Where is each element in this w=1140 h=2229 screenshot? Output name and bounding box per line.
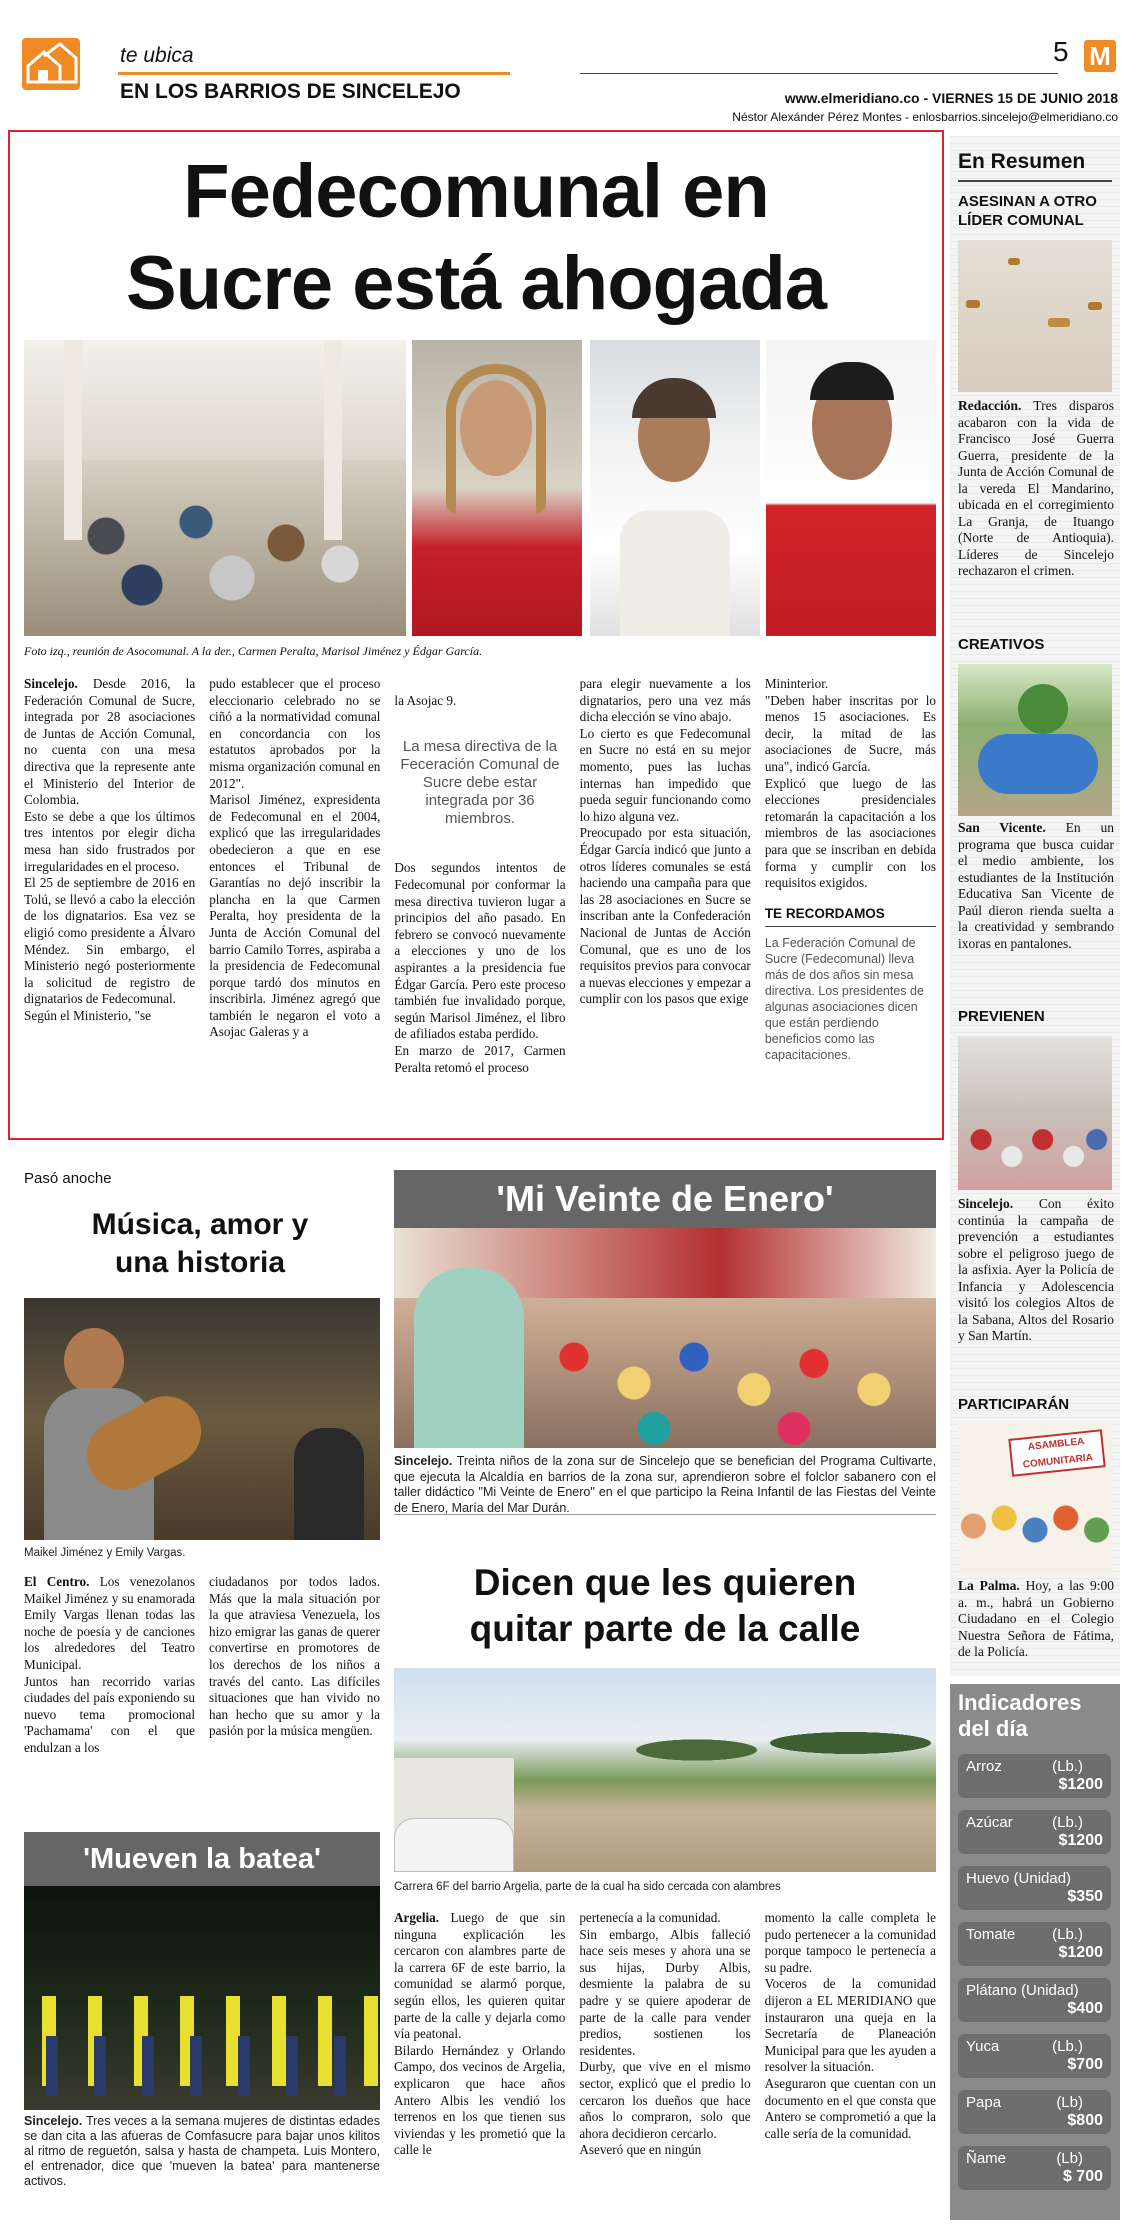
calle-col-1-text: Luego de que sin ninguna explicación les cercaron con alambres parte de la carrera 6F de este barrio, la comunidad se alarmó porque, según ellos, les quieren quitar parte de la calle y dejarla como vía peatonal. Bilardo Hernández y Orlando Campo, dos vecinos de Argelia, explicaron que hace años Antero Albis les vendió los terrenos en los que tienen sus viviendas y les prometió que la calle le — [394, 1910, 566, 2158]
indicator-unit: (Lb) — [1056, 2150, 1083, 2167]
indicator-price: $ 700 — [1062, 2168, 1103, 2185]
photo-tire-planter — [958, 664, 1112, 816]
main-col-1-text: Desde 2016, la Federación Comunal de Sucre, integrada por 28 asociaciones de Juntas de Acción Comunal, no cuenta con una mesa directiva que la represente ante el Ministerio del Interior de Colombia. Esto se debe a que los últimos tres intentos por elegir dicha mesa han sido frustrados por irregularidades en el proceso. El 25 de septiembre de 2016 en Tolú, se llevó a cabo la elección de los dignatarios. Esa vez se eligió como presidente a Álvaro Méndez. Sin embargo, el Ministerio negó posteriormente la solicitud de registro de dignatarios de Fedecomunal. Según el Ministerio, "se — [24, 676, 196, 1023]
section-kicker: te ubica — [120, 44, 194, 67]
indicator-name: Papa — [966, 2094, 1002, 2111]
main-col-3-text: Dos segundos intentos de Fedecomunal por conformar la mesa directiva tuvieron lugar a principios del año pasado. En febrero se convocó nuevamente a elecciones y uno de los aspirantes a la presidencia fue Édgar García. Pero este proceso también fue invalidado porque, según Marisol Jiménez, el libro de afiliados estaba perdido. En marzo de 2017, Carmen Peralta retomó el proceso — [394, 860, 566, 1075]
indicators-title — [958, 1690, 1081, 1742]
indicator-unit: (Lb) — [1056, 2094, 1083, 2111]
calle-caption: Carrera 6F del barrio Argelia, parte de la cual ha sido cercada con alambres — [394, 1881, 781, 1893]
main-headline — [8, 146, 944, 330]
veinte-caption — [394, 1454, 936, 1516]
musica-body — [24, 1574, 380, 1806]
musica-caption: Maikel Jiménez y Emily Vargas. — [24, 1547, 186, 1559]
photo-carmen-peralta — [412, 340, 582, 636]
sidebar-item-1-heading: ASESINAN A OTRO LÍDER COMUNAL — [958, 193, 1097, 229]
sidebar-item-4-heading: PARTICIPARÁN — [958, 1396, 1070, 1413]
indicators-title-line1: Indicadores — [958, 1690, 1082, 1715]
calle-headline-line2: quitar parte de la calle — [469, 1608, 861, 1649]
batea-lead: Sincelejo. — [24, 2114, 83, 2128]
batea-title: 'Mueven la batea' — [24, 1832, 380, 1886]
musica-headline — [20, 1206, 380, 1282]
sidebar-item-4-lead: La Palma. — [958, 1578, 1020, 1593]
indicator-row-papa — [958, 2090, 1111, 2134]
photo-caption: Foto izq., reunión de Asocomunal. A la der., Carmen Peralta, Marisol Jiménez y Édgar García. — [24, 644, 483, 658]
section-rule — [118, 72, 510, 75]
main-col-5 — [765, 676, 936, 1132]
assembly-sign: ASAMBLEA COMUNITARIA — [1008, 1429, 1105, 1477]
indicator-row-tomate — [958, 1922, 1111, 1966]
musica-lead: El Centro. — [24, 1574, 90, 1589]
indicator-row-yuca — [958, 2034, 1111, 2078]
indicator-name: Ñame — [966, 2150, 1007, 2167]
sidebar-item-3-heading: PREVIENEN — [958, 1008, 1045, 1025]
indicator-name: Azúcar — [966, 1814, 1013, 1831]
calle-headline — [394, 1560, 936, 1652]
sidebar-item-3-body: Con éxito continúa la campaña de prevención a estudiantes sobre el peligroso juego de la asfixia. Ayer la Policía de Infancia y Adolescencia visitó los colegios Altos de la Sabana, Altos del Rosario y San Martín. — [958, 1196, 1114, 1343]
indicator-unit: (Lb.) — [1052, 1814, 1083, 1831]
main-col-4: para elegir nuevamente a los dignatarios, pero una vez más dicha elección se vino abajo. Lo cierto es que Fedecomunal en Sucre no está en su mejor momento, pues las luchas internas han impedido que pueda seguir funcionando como lo hizo alguna vez. Preocupado por esta situación, Édgar García indicó que junto a otros líderes comunales se está haciendo una campaña para que las 28 asociaciones en Sucre se inscriban ante la Confederación Nacional de Juntas de Acción Comunal, que es uno de los requisitos previos para convocar a nuevas elecciones y empezar a cumplir con los pasos que exige — [579, 676, 751, 1007]
recordamos-title: TE RECORDAMOS — [765, 906, 936, 928]
pull-quote: La mesa directiva de la Feceración Comunal de Sucre debe estar integrada por 36 miembros. — [400, 737, 560, 827]
photo-marisol-jimenez — [590, 340, 760, 636]
indicator-unit: (Lb.) — [1052, 1926, 1083, 1943]
musica-headline-line1: Música, amor y — [91, 1208, 309, 1241]
house-icon — [22, 38, 80, 90]
indicator-unit: (Lb.) — [1052, 2038, 1083, 2055]
photo-meeting — [24, 340, 406, 636]
calle-col-2: pertenecía a la comunidad. Sin embargo, Albis falleció hace seis meses y ahora una se sus hijas, Durby Albis, desmiente la palabra de su padre y se quiere apoderar de parte de la calle para vender predios, sostienen los residentes. Durby, que vive en el mismo sector, explicó que el predio lo cercaron los dueños que hace años lo compraron, solo que ahora decidieron cercarlo. Aseveró que en ningún — [579, 1910, 751, 2158]
photo-musicians — [24, 1298, 380, 1540]
main-headline-line2: Sucre está ahogada — [125, 241, 827, 326]
indicator-row-name — [958, 2146, 1111, 2190]
sidebar-item-2-text — [958, 820, 1114, 998]
sidebar-item-3-text — [958, 1196, 1114, 1386]
section-title: EN LOS BARRIOS DE SINCELEJO — [120, 80, 461, 103]
sidebar-item-3-lead: Sincelejo. — [958, 1196, 1014, 1211]
photo-edgar-garcia — [766, 340, 936, 636]
sidebar-item-1-lead: Redacción. — [958, 398, 1022, 413]
calle-col-3: momento la calle completa le pudo pertenecer a la comunidad porque tampoco le pertenecía a su padre. Voceros de la comunidad dijeron a EL MERIDIANO que instauraron una queja en la Secretaría de Planeación Municipal para que les ayuden a resolver la situación. Aseguraron que cuentan con un documento en el que consta que Antero se comprometió a que la calle sería de la comunidad. — [764, 1910, 936, 2141]
header-rule — [580, 73, 1058, 74]
indicator-price: $800 — [1067, 2112, 1103, 2129]
sidebar-item-2-lead: San Vicente. — [958, 820, 1046, 835]
batea-caption-text: Tres veces a la semana mujeres de distintas edades se dan cita a las afueras de Comfasucre para bajar unos kilitos al ritmo de reguetón, salsa y hasta de champeta. Luis Montero, el entrenador, dice que 'mueven la batea' para mantenerse activos. — [24, 2114, 380, 2188]
dateline: www.elmeridiano.co - VIERNES 15 DE JUNIO 2018 — [784, 90, 1118, 106]
sidebar-item-4-text — [958, 1578, 1114, 1674]
musica-headline-line2: una historia — [114, 1246, 286, 1279]
indicator-price: $1200 — [1058, 1832, 1103, 1849]
calle-body — [394, 1910, 936, 2210]
indicator-row-platano — [958, 1978, 1111, 2022]
veinte-caption-text: Treinta niños de la zona sur de Sincelejo que se benefician del Programa Cultivarte, que ejecuta la Alcaldía en barrios de la zona sur, aprendieron sobre el folclor sabanero con el taller didáctico "Mi Veinte de Enero" en el que participo la Reina Infantil de las Fiestas del Veinte de Enero, María del Mar Durán. — [394, 1454, 936, 1515]
indicator-name: Huevo (Unidad) — [966, 1870, 1072, 1887]
sidebar-item-1-body: Tres disparos acabaron con la vida de Francisco José Guerra Guerra, presidente de la Junta de Acción Comunal de la vereda El Mandarino, ubicada en el corregimiento La Granja, de Ituango (Norte de Antioquia). Líderes de Sincelejo rechazaron el crimen. — [958, 398, 1114, 578]
calle-col-1 — [394, 1910, 565, 2210]
indicator-price: $1200 — [1058, 1944, 1103, 1961]
indicator-name: Plátano (Unidad) — [966, 1982, 1079, 1999]
section-logo — [22, 38, 80, 90]
sidebar-item-1-text — [958, 398, 1114, 612]
page-number: 5 — [1053, 36, 1069, 67]
musica-col-1 — [24, 1574, 195, 1806]
main-col-3-top: la Asojac 9. — [394, 692, 457, 708]
sidebar-item-2-body: En un programa que busca cuidar el medio ambiente, los estudiantes de la Institución Educativa San Vicente de Paúl dieron rienda suelta a la creatividad y sembrando ixoras en pantalones. — [958, 820, 1114, 951]
indicator-price: $350 — [1067, 1888, 1103, 1905]
sidebar-title: En Resumen — [958, 150, 1086, 173]
newspaper-logo: M — [1084, 40, 1116, 72]
musica-kicker: Pasó anoche — [24, 1170, 112, 1187]
indicator-name: Yuca — [966, 2038, 1000, 2055]
indicator-price: $1200 — [1058, 1776, 1103, 1793]
main-col-3 — [394, 676, 565, 1132]
photo-street-argelia — [394, 1668, 936, 1872]
sidebar-title-rule — [958, 180, 1112, 182]
photo-bullet-casings — [958, 240, 1112, 392]
indicator-price: $700 — [1067, 2056, 1103, 2073]
main-col-2: pudo establecer que el proceso eleccionario celebrado no se ciñó a la normatividad comunal en concordancia con los estatutos aprobados por la misma organización comunal en 2012". Marisol Jiménez, expresidenta de Fedecomunal en el 2004, explicó que las irregularidades obedecieron a que en ese entonces el Tribunal de Garantías no dejó inscribir la plancha en la que Carmen Peralta, hoy presidenta de la Junta de Acción Comunal del barrio Camilo Torres, aspiraba a la presidencia de Fedecomunal porque tardó dos minutos en inscribirla. Jiménez agregó que también le negaron el voto a Asojac Galeras y a — [209, 676, 381, 1040]
indicator-price: $400 — [1067, 2000, 1103, 2017]
illustration-community-assembly — [958, 1424, 1112, 1574]
calle-headline-line1: Dicen que les quieren — [473, 1562, 857, 1603]
veinte-rule — [394, 1514, 936, 1515]
byline: Néstor Alexánder Pérez Montes - enlosbarrios.sincelejo@elmeridiano.co — [732, 110, 1118, 124]
indicator-name: Arroz — [966, 1758, 1002, 1775]
main-col-1 — [24, 676, 195, 1132]
indicator-name: Tomate — [966, 1926, 1016, 1943]
main-col-5-text: Mininterior. "Deben haber inscritas por lo menos 15 asociaciones. Es decir, la mitad de las asociaciones de Sucre, más una", indicó García. Explicó que luego de las elecciones presidenciales retomarán la capacitación a los miembros de las asociaciones para que se inscriban en debida forma y cumplir con los requisitos exigidos. — [764, 676, 937, 891]
main-headline-line1: Fedecomunal en — [183, 149, 769, 234]
recordamos-text: La Federación Comunal de Sucre (Fedecomunal) lleva más de dos años sin mesa directiva. Los presidentes de algunas asociaciones dicen que están perdiendo beneficios como las capacitaciones. — [764, 936, 924, 1063]
photo-students-talk — [958, 1036, 1112, 1190]
main-lead: Sincelejo. — [24, 676, 78, 691]
indicators-title-line2: del día — [958, 1716, 1028, 1741]
sidebar-item-4-body: Hoy, a las 9:00 a. m., habrá un Gobierno Ciudadano en el Colegio Nuestra Señora de Fátima, de la Policía. — [958, 1578, 1114, 1659]
photo-batea-dance — [24, 1886, 380, 2110]
indicator-row-arroz — [958, 1754, 1111, 1798]
photo-veinte-children — [394, 1228, 936, 1448]
sidebar-item-2-heading: CREATIVOS — [958, 636, 1045, 653]
indicator-row-azucar — [958, 1810, 1111, 1854]
veinte-lead: Sincelejo. — [394, 1454, 453, 1468]
batea-caption — [24, 2114, 380, 2189]
indicator-unit: (Lb.) — [1052, 1758, 1083, 1775]
musica-col-1-text: Los venezolanos Maikel Jiménez y su enamorada Emily Vargas llenan todas las noche de poesía y de canciones los alrededores del Teatro Municipal. Juntos han recorrido varias ciudades del país exponiendo su nuevo tema promocional 'Pachamama' con el que endulzan a los — [24, 1574, 195, 1755]
indicator-row-huevo — [958, 1866, 1111, 1910]
main-story-body — [24, 676, 936, 1132]
musica-col-2: ciudadanos por todos lados. Más que la mala situación por la que atraviesa Venezuela, los hizo emigrar las ganas de querer convertirse en promotores de los derechos de los niños a través del canto. Las difíciles situaciones que han vivido no han hecho que su amor y la pasión por la música mengüen. — [209, 1574, 380, 1739]
calle-lead: Argelia. — [394, 1910, 440, 1925]
veinte-title: 'Mi Veinte de Enero' — [394, 1170, 936, 1228]
